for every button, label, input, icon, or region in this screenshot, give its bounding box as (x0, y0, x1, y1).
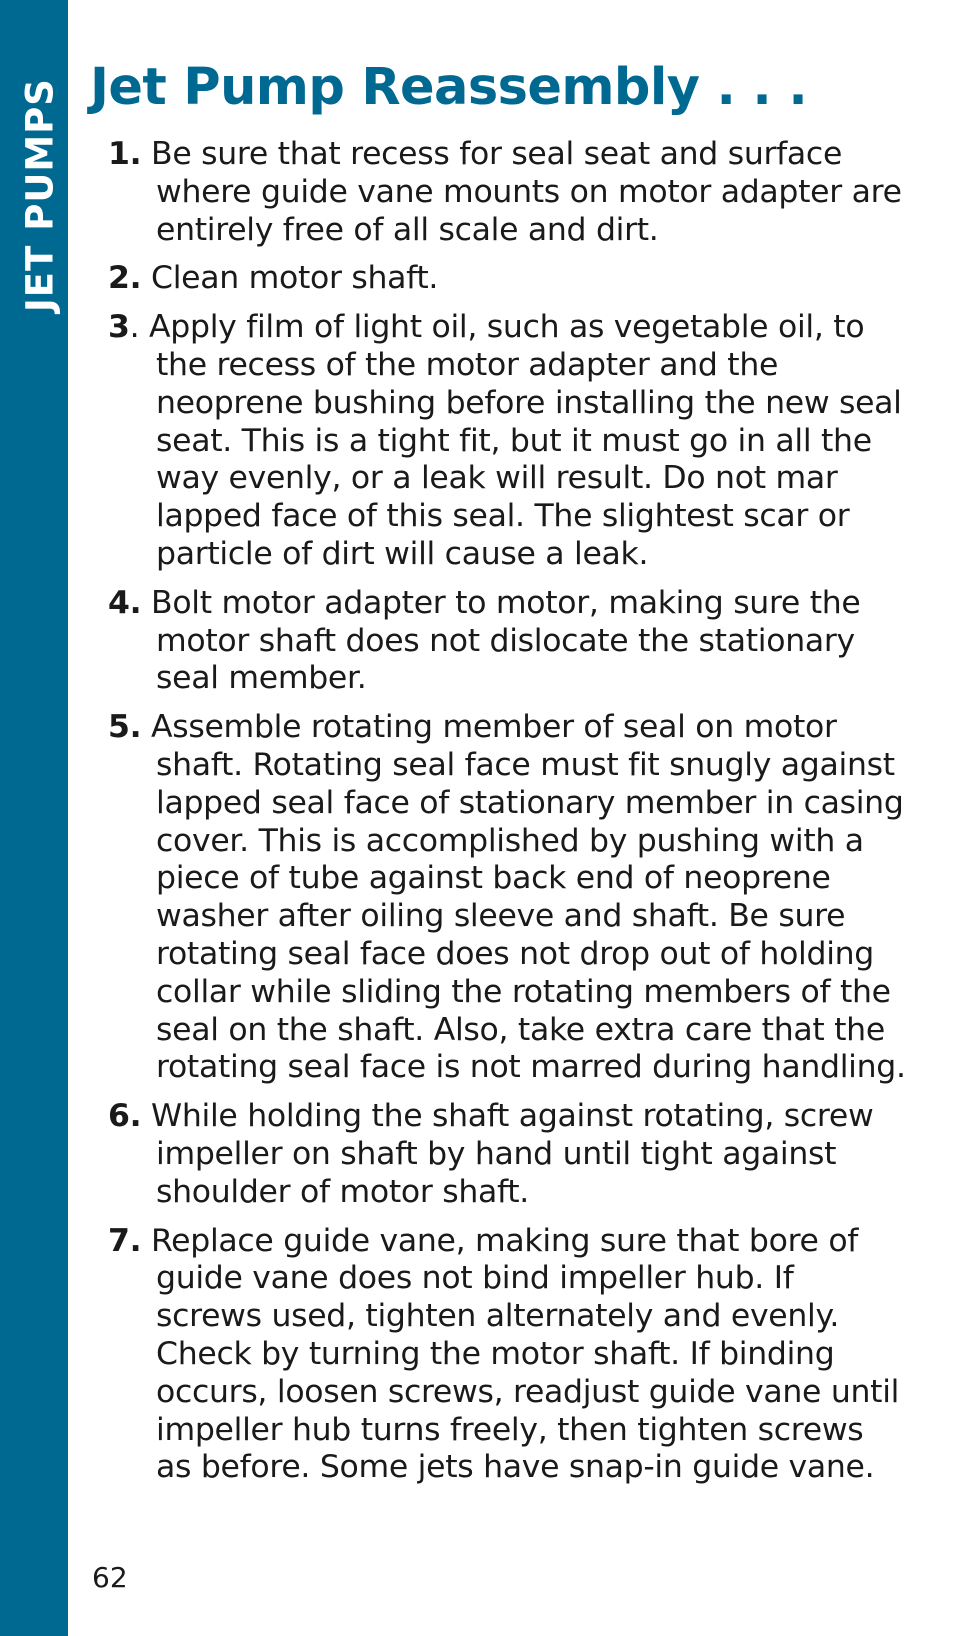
step-number: 4. (108, 584, 142, 621)
page-number: 62 (92, 1561, 128, 1594)
step-4 (108, 585, 908, 698)
step-number: 7. (108, 1222, 142, 1259)
step-number: 2. (108, 260, 142, 297)
step-text: While holding the shaft against rotating, screw impeller on shaft by hand until tight against shoulder of motor shaft. (141, 1098, 874, 1210)
step-text: Assemble rotating member of seal on motor shaft. Rotating seal face must fit snugly against lapped seal face of stationary member in casing cover. This is accomplished by pushing with a piece of tube against back end of neoprene washer after oiling sleeve and shaft. Be sure rotating seal face does not drop out of holding collar while sliding the rotating members of the seal on the shaft. Also, take extra care that the rotating seal face is not marred during handling. (141, 709, 906, 1086)
step-text: Clean motor shaft. (141, 260, 439, 297)
step-3 (108, 309, 908, 574)
step-text: Bolt motor adapter to motor, making sure the motor shaft does not dislocate the stationary seal member. (141, 584, 861, 697)
section-label: JET PUMPS (18, 78, 62, 312)
section-side-tab (0, 0, 68, 1636)
step-number: 3 (108, 309, 130, 346)
step-5 (108, 709, 908, 1087)
step-text: Be sure that recess for seal seat and surface where guide vane mounts on motor adapter are entirely free of all scale and dirt. (141, 136, 902, 248)
step-2 (108, 260, 908, 298)
page-title: Jet Pump Reassembly . . . (90, 58, 808, 117)
instruction-steps-list (108, 136, 908, 1498)
step-1 (108, 136, 908, 249)
step-number: 6. (108, 1098, 142, 1135)
step-number: 5. (108, 709, 142, 746)
step-text: . Apply film of light oil, such as vegetable oil, to the recess of the motor adapter and the neoprene bushing before installing the new seal seat. This is a tight fit, but it must go in all the way evenly, or a leak will result. Do not mar lapped face of this seal. The slightest scar or particle of dirt will cause a leak. (129, 309, 902, 572)
step-6 (108, 1098, 908, 1211)
step-7 (108, 1223, 908, 1488)
step-number: 1. (108, 136, 142, 172)
step-text: Replace guide vane, making sure that bore of guide vane does not bind impeller hub. If screws used, tighten alternately and evenly. Check by turning the motor shaft. If binding occurs, loosen screws, readjust guide vane until impeller hub turns freely, then tighten screws as before. Some jets have snap-in guide vane. (141, 1222, 900, 1486)
